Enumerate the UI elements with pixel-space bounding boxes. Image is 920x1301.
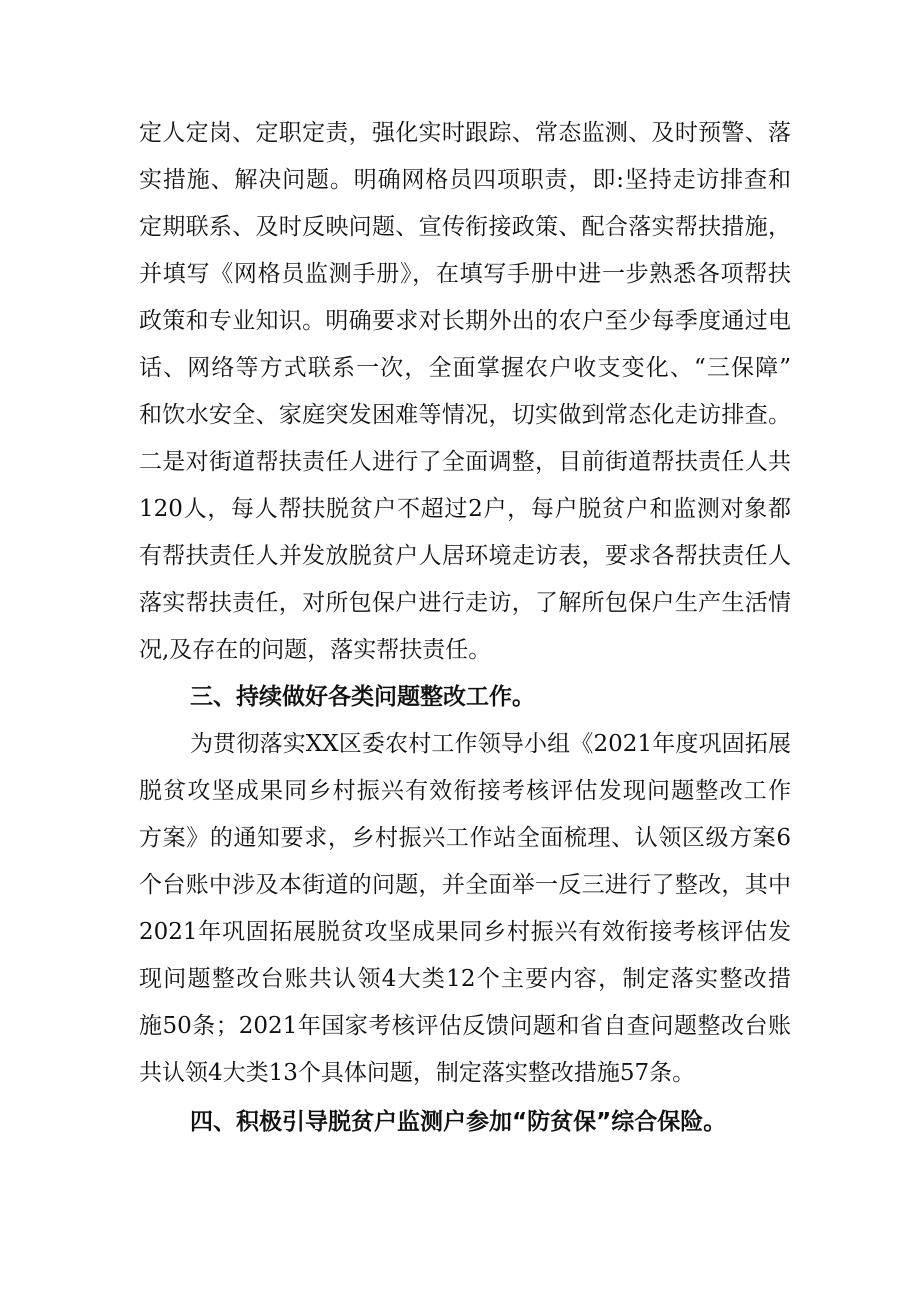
section-heading-3: 三、持续做好各类问题整改工作。 bbox=[190, 684, 535, 710]
text-line: 政策和专业知识。明确要求对长期外出的农户至少每季度通过电 bbox=[139, 308, 791, 334]
text-line: 话、网络等方式联系一次，全面掌握农户收支变化、“三保障” bbox=[139, 355, 791, 381]
text-line: 个台账中涉及本街道的问题，并全面举一反三进行了整改，其中 bbox=[139, 872, 791, 898]
text-line: 实措施、解决问题。明确网格员四项职责，即:坚持走访排查和 bbox=[139, 167, 791, 193]
text-line: 脱贫攻坚成果同乡村振兴有效衔接考核评估发现问题整改工作 bbox=[139, 778, 791, 804]
text-line: 共认领4大类13个具体问题，制定落实整改措施57条。 bbox=[139, 1060, 696, 1086]
text-line: 二是对街道帮扶责任人进行了全面调整，目前街道帮扶责任人共 bbox=[139, 449, 791, 475]
text-line: 定期联系、及时反映问题、宣传衔接政策、配合落实帮扶措施， bbox=[139, 214, 791, 240]
text-line: 落实帮扶责任，对所包保户进行走访，了解所包保户生产生活情 bbox=[139, 590, 791, 616]
text-line: 120人，每人帮扶脱贫户不超过2户，每户脱贫户和监测对象都 bbox=[139, 496, 791, 522]
text-line: 和饮水安全、家庭突发困难等情况，切实做到常态化走访排查。 bbox=[139, 402, 791, 428]
text-line: 现问题整改台账共认领4大类12个主要内容，制定落实整改措 bbox=[139, 966, 791, 992]
text-line: 2021年巩固拓展脱贫攻坚成果同乡村振兴有效衔接考核评估发 bbox=[139, 919, 791, 945]
text-line: 有帮扶责任人并发放脱贫户人居环境走访表，要求各帮扶责任人 bbox=[139, 543, 791, 569]
section-heading-4: 四、积极引导脱贫户监测户参加“防贫保”综合保险。 bbox=[190, 1109, 727, 1135]
text-line: 并填写《网格员监测手册》，在填写手册中进一步熟悉各项帮扶 bbox=[139, 261, 791, 287]
paragraph-monitoring-duties bbox=[139, 110, 791, 674]
text-line: 方案》的通知要求，乡村振兴工作站全面梳理、认领区级方案6 bbox=[139, 825, 791, 851]
document-body bbox=[139, 110, 791, 1146]
text-line: 定人定岗、定职定责，强化实时跟踪、常态监测、及时预警、落 bbox=[139, 120, 791, 146]
text-line: 施50条；2021年国家考核评估反馈问题和省自查问题整改台账 bbox=[139, 1013, 791, 1039]
paragraph-rectification bbox=[139, 721, 791, 1097]
text-line: 为贯彻落实XX区委农村工作领导小组《2021年度巩固拓展 bbox=[190, 731, 791, 757]
text-line: 况,及存在的问题，落实帮扶责任。 bbox=[139, 637, 492, 663]
